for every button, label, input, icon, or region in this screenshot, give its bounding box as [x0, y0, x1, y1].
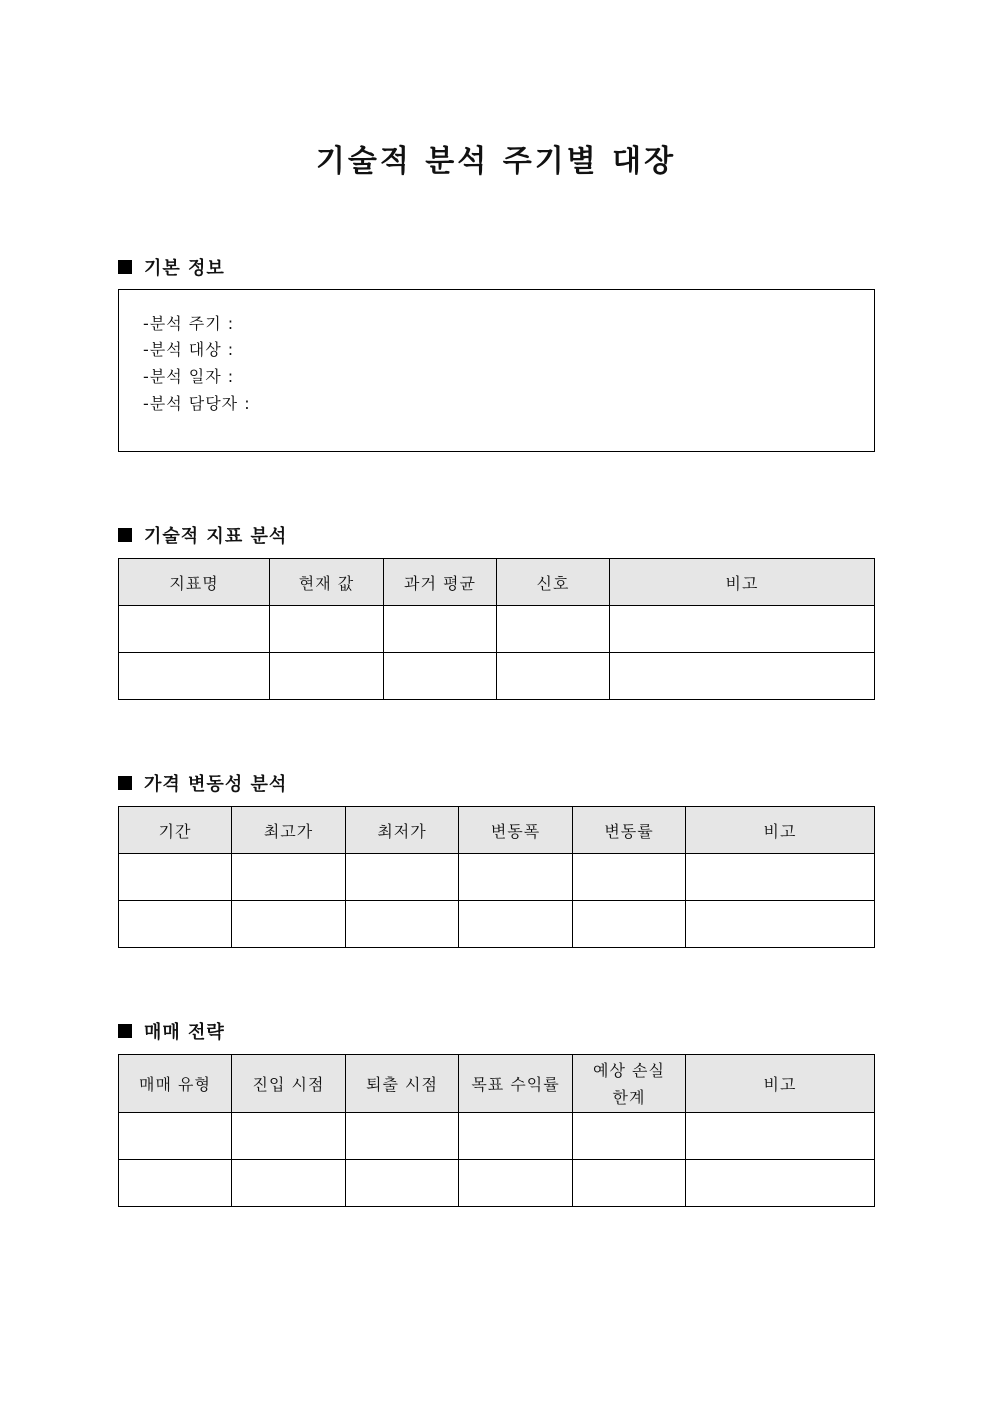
- heading-text: 가격 변동성 분석: [144, 774, 288, 795]
- cell[interactable]: [384, 606, 497, 653]
- basic-info-box: [118, 289, 875, 452]
- cell[interactable]: [459, 1113, 573, 1160]
- indicators-table: [118, 558, 875, 700]
- cell[interactable]: [610, 653, 875, 700]
- square-bullet-icon: [118, 1024, 132, 1038]
- cell[interactable]: [497, 653, 610, 700]
- col-header: 비고: [610, 559, 875, 606]
- cell[interactable]: [346, 901, 459, 948]
- section-heading-volatility: [118, 770, 287, 796]
- cell[interactable]: [573, 901, 686, 948]
- col-header: 매매 유형: [119, 1055, 232, 1113]
- cell[interactable]: [232, 854, 346, 901]
- info-line-date: -분석 일자 :: [143, 367, 235, 386]
- cell[interactable]: [686, 901, 875, 948]
- square-bullet-icon: [118, 260, 132, 274]
- cell[interactable]: [573, 1113, 686, 1160]
- cell[interactable]: [686, 1113, 875, 1160]
- heading-text: 매매 전략: [144, 1022, 225, 1043]
- col-header: 변동률: [573, 807, 686, 854]
- col-header: 현재 값: [270, 559, 384, 606]
- cell[interactable]: [459, 901, 573, 948]
- col-header: 지표명: [119, 559, 270, 606]
- col-header: 과거 평균: [384, 559, 497, 606]
- cell[interactable]: [459, 1160, 573, 1207]
- col-header: 퇴출 시점: [346, 1055, 459, 1113]
- section-heading-basic: [118, 254, 225, 280]
- col-header: 최저가: [346, 807, 459, 854]
- table-row: [119, 854, 875, 901]
- cell[interactable]: [119, 1160, 232, 1207]
- cell[interactable]: [346, 1113, 459, 1160]
- square-bullet-icon: [118, 776, 132, 790]
- cell[interactable]: [346, 1160, 459, 1207]
- cell[interactable]: [459, 854, 573, 901]
- cell[interactable]: [232, 901, 346, 948]
- strategy-table: [118, 1054, 875, 1207]
- section-heading-strategy: [118, 1018, 225, 1044]
- cell[interactable]: [270, 653, 384, 700]
- heading-text: 기술적 지표 분석: [144, 526, 288, 547]
- cell[interactable]: [686, 1160, 875, 1207]
- col-header: 비고: [686, 807, 875, 854]
- col-header: 최고가: [232, 807, 346, 854]
- cell[interactable]: [232, 1113, 346, 1160]
- col-header: 예상 손실 한계: [573, 1055, 686, 1113]
- cell[interactable]: [573, 854, 686, 901]
- table-row: [119, 901, 875, 948]
- table-row: [119, 653, 875, 700]
- cell[interactable]: [686, 854, 875, 901]
- square-bullet-icon: [118, 528, 132, 542]
- col-header: 신호: [497, 559, 610, 606]
- table-row: [119, 1113, 875, 1160]
- cell[interactable]: [270, 606, 384, 653]
- section-heading-indicators: [118, 522, 287, 548]
- cell[interactable]: [119, 606, 270, 653]
- col-header: 목표 수익률: [459, 1055, 573, 1113]
- info-line-manager: -분석 담당자 :: [143, 394, 251, 413]
- col-header: 진입 시점: [232, 1055, 346, 1113]
- cell[interactable]: [119, 901, 232, 948]
- col-header: 기간: [119, 807, 232, 854]
- cell[interactable]: [119, 1113, 232, 1160]
- table-row: [119, 1160, 875, 1207]
- info-line-target: -분석 대상 :: [143, 340, 235, 359]
- cell[interactable]: [384, 653, 497, 700]
- cell[interactable]: [497, 606, 610, 653]
- info-line-cycle: -분석 주기 :: [143, 314, 235, 333]
- cell[interactable]: [119, 854, 232, 901]
- table-row: [119, 606, 875, 653]
- heading-text: 기본 정보: [144, 258, 225, 279]
- cell[interactable]: [610, 606, 875, 653]
- cell[interactable]: [346, 854, 459, 901]
- col-header: 변동폭: [459, 807, 573, 854]
- page-title: 기술적 분석 주기별 대장: [315, 144, 677, 179]
- col-header: 비고: [686, 1055, 875, 1113]
- cell[interactable]: [119, 653, 270, 700]
- cell[interactable]: [232, 1160, 346, 1207]
- volatility-table: [118, 806, 875, 948]
- cell[interactable]: [573, 1160, 686, 1207]
